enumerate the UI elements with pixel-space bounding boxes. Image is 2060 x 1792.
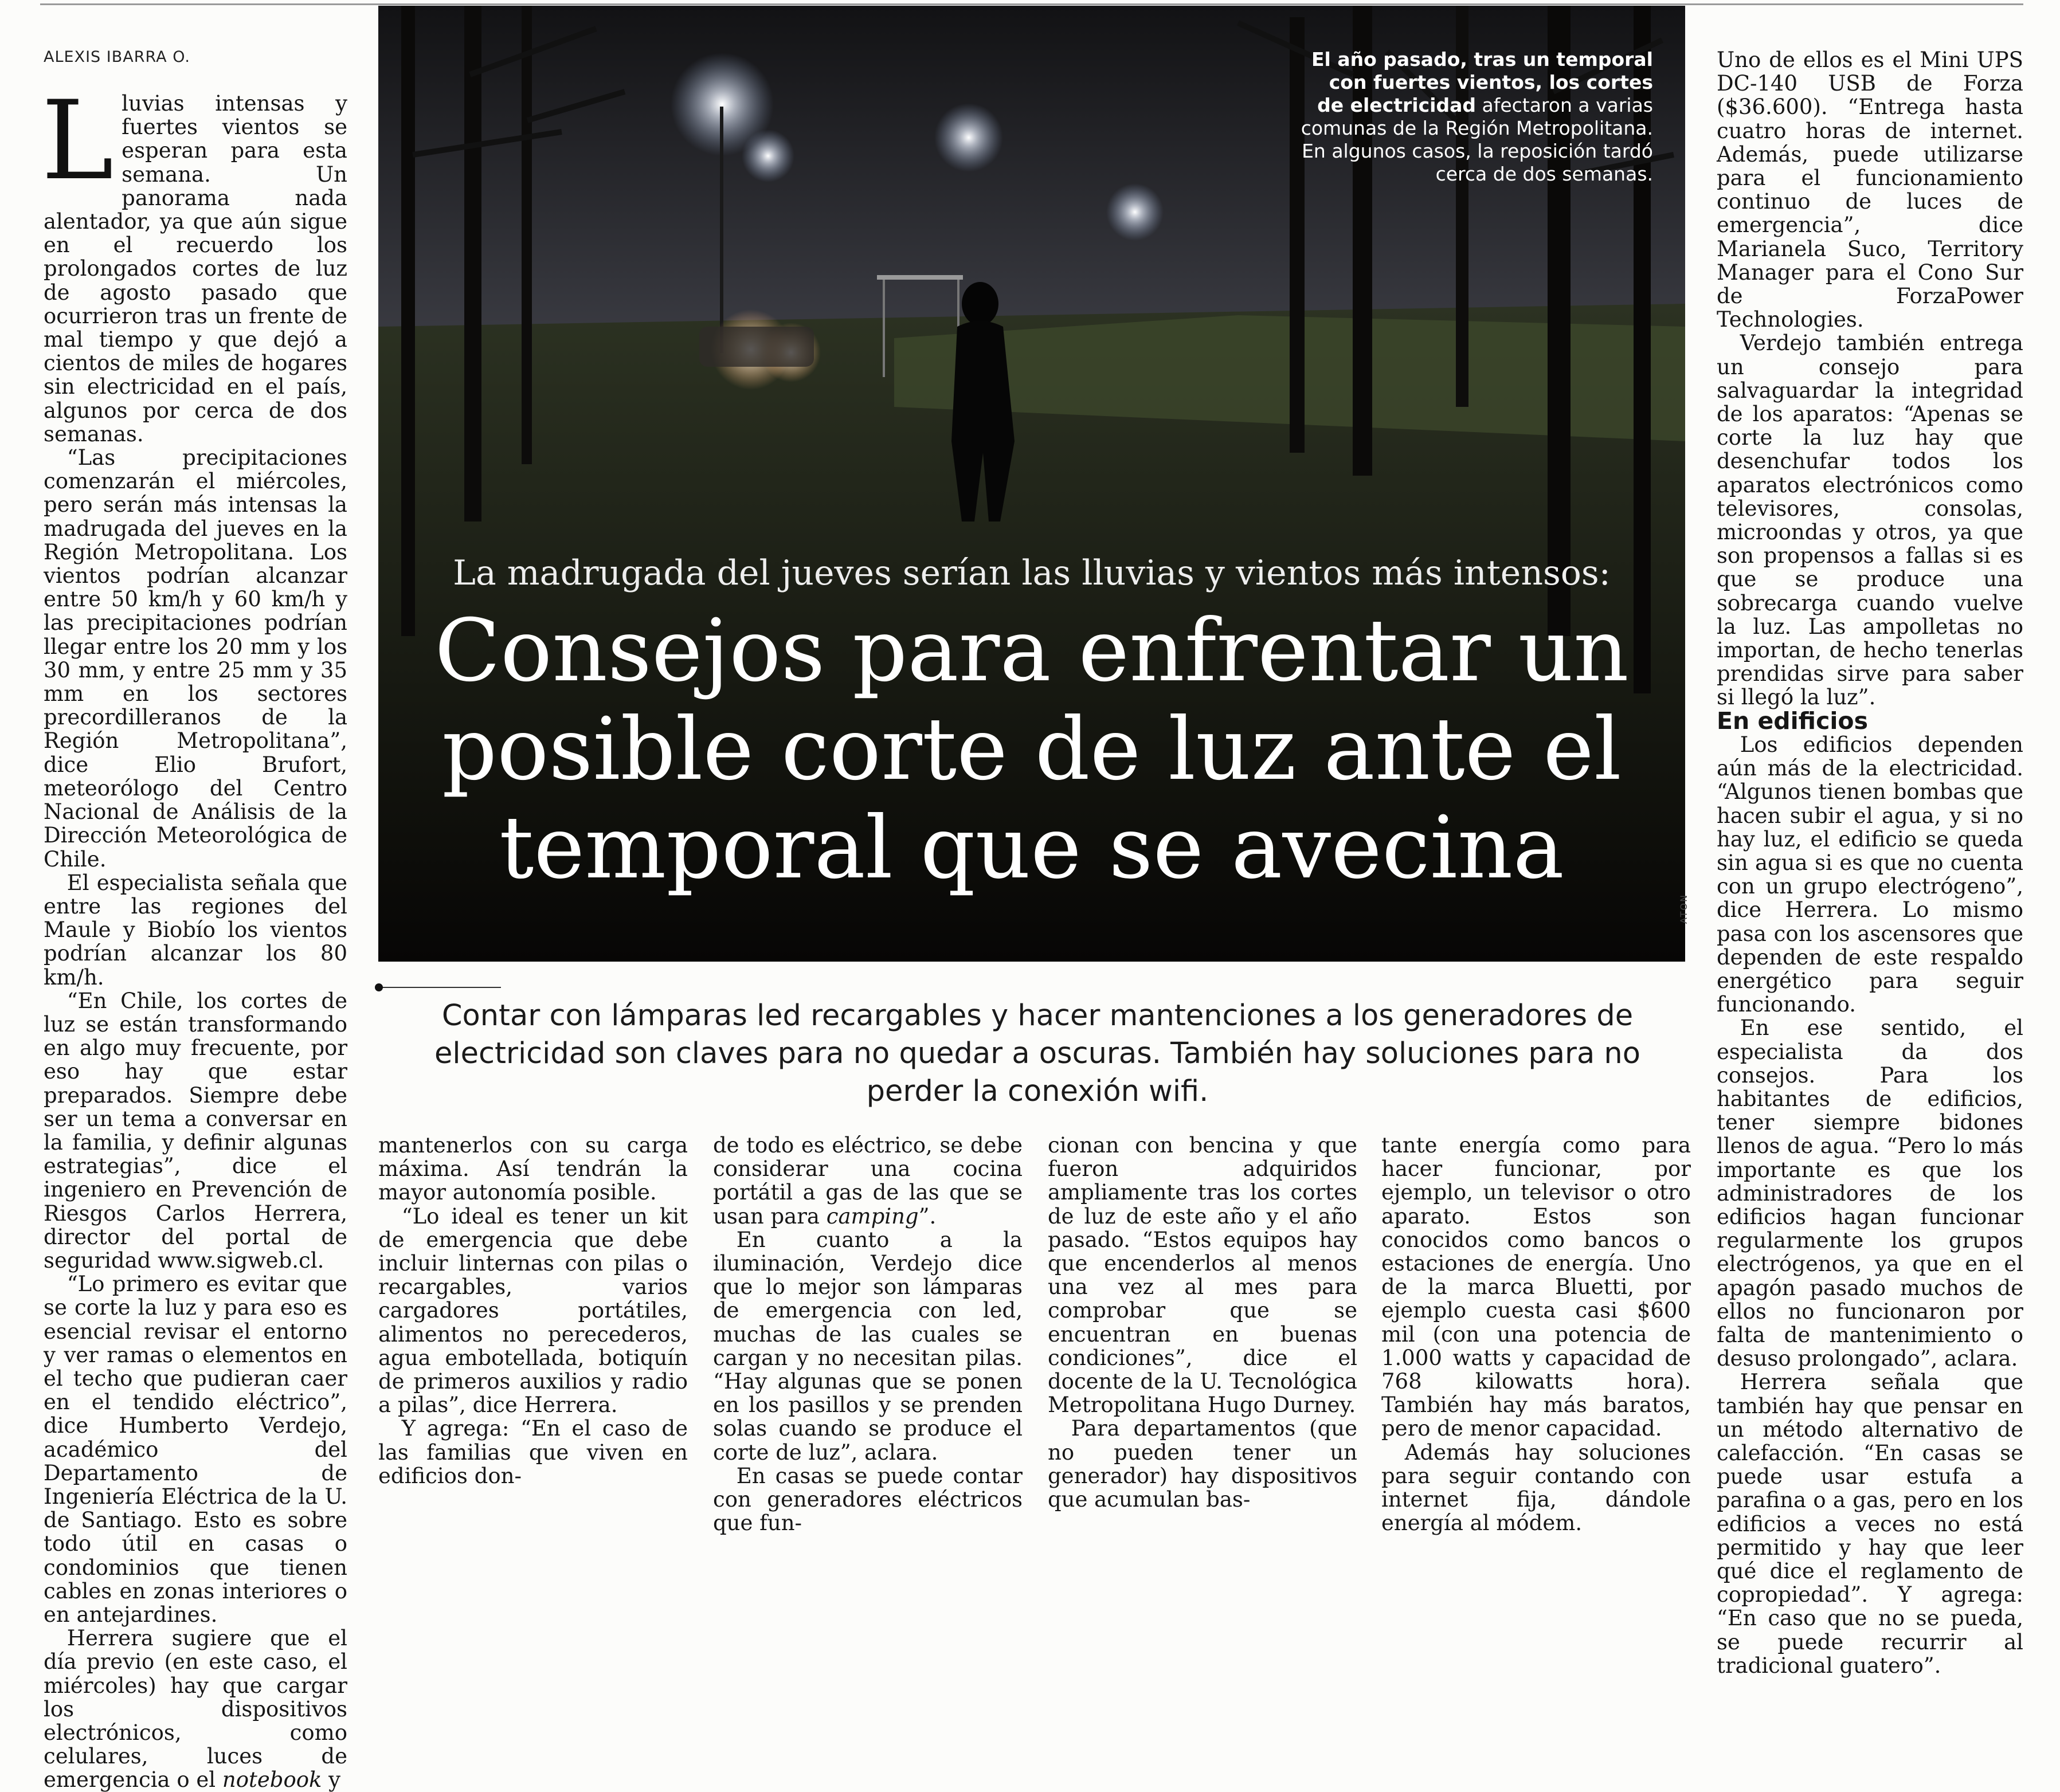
article-column-3 <box>713 1134 1023 1535</box>
article-paragraph: Uno de ellos es el Mini UPS DC-140 USB de Forza ($36.600). “Entrega hasta cuatro horas de internet. Además, puede utilizarse para el funcionamiento continuo de luces de emergencia”, dice Marianela Suco, Territory Manager para el Cono Sur de ForzaPower Technologies. <box>1717 48 2023 332</box>
article-paragraph: En casas se puede contar con generadores eléctricos que fun- <box>713 1463 1023 1536</box>
article-paragraph: Los edificios dependen aún más de la electricidad. “Algunos tienen bombas que hacen subir el agua, y si no hay luz, el edificio se queda sin agua si es que no cuenta con un grupo electrógeno”, dice Herrera. Lo mismo pasa con los ascensores que dependen de este respaldo energético para seguir funcionando. <box>1717 732 2023 1017</box>
article-paragraph: Herrera señala que también hay que pensar en un método alternativo de calefacción. “En casas se puede usar estufa a parafina o a gas, pero en los edificios a veces no está permitido y hay que leer qué dice el reglamento de copropiedad”. Y agrega: “En caso que no se pueda, se puede recurrir al tradicional guatero”. <box>1717 1370 2023 1678</box>
article-paragraph: “Lo primero es evitar que se corte la luz y para eso es esencial revisar el entorno y ver ramas o elementos en el techo que pudieran caer en el tendido eléctrico”, dice Humberto Verdejo, académico del Departamento de Ingeniería Eléctrica de la U. de Santiago. Esto es sobre todo útil en casas o condominios que tienen cables en zonas interiores o en antejardines. <box>44 1272 347 1627</box>
article-column-1 <box>41 77 347 1792</box>
article-paragraph: “Lo ideal es tener un kit de emergencia que debe incluir linternas con pilas o recargables, varios cargadores portátiles, alimentos no perecederos, agua embotellada, botiquín de primeros auxilios y radio a pilas”, dice Herrera. <box>378 1203 688 1418</box>
article-paragraph: tante energía como para hacer funcionar, por ejemplo, un televisor o otro aparato. Estos son conocidos como bancos o estaciones de energía. Uno de la marca Bluetti, por ejemplo cuesta casi $600 mil (con una potencia de 1.000 watts y capacidad de 768 kilowatts hora). También hay más baratos, pero de menor capacidad. <box>1381 1133 1691 1441</box>
deck-rule <box>378 987 501 988</box>
article-paragraph: Además hay soluciones para seguir contando con internet fija, dándole energía al módem. <box>1381 1440 1691 1536</box>
article-paragraph: mantenerlos con su carga máxima. Así tendrán la mayor autonomía posible. <box>378 1133 688 1205</box>
photo-credit: ATON <box>1678 893 1689 924</box>
article-paragraph: Herrera sugiere que el día previo (en este caso, el miércoles) hay que cargar los dispositivos electrónicos, como celulares, luces de emergencia o el notebook y <box>44 1626 347 1792</box>
article-paragraph: En ese sentido, el especialista da dos consejos. Para los habitantes de edificios, tener siempre bidones llenos de agua. “Pero lo más importante es que los administradores de los edificios hagan funcionar regularmente los grupos electrógenos, ya que en el apagón pasado muchos de ellos no funcionaron por falta de mantenimiento o desuso prolongado”, aclara. <box>1717 1015 2023 1371</box>
article-paragraph: cionan con bencina y que fueron adquiridos ampliamente tras los cortes de luz de este año y el año pasado. “Estos equipos hay que encenderlos al menos una vez al mes para comprobar que se encuentran en buenas condiciones”, dice el docente de la U. Tecnológica Metropolitana Hugo Durney. <box>1048 1133 1357 1418</box>
top-rule <box>40 3 2023 5</box>
deck: Contar con lámparas led recargables y hacer mantenciones a los generadores de electricidad son claves para no quedar a oscuras. También hay soluciones para no perder la conexión wifi. <box>434 999 1640 1108</box>
article-paragraph: El especialista señala que entre las regiones del Maule y Biobío los vientos podrían alcanzar los 80 km/h. <box>44 870 347 990</box>
drop-cap: L <box>41 77 114 204</box>
article-paragraph: Lluvias intensas y fuertes vientos se esperan para esta semana. Un panorama nada alentador, ya que aún sigue en el recuerdo los prolongados cortes de luz de agosto pasado que ocurrieron tras un frente de mal tiempo y que dejó a cientos de miles de hogares sin electricidad en el país, algunos por cerca de dos semanas. <box>41 77 347 446</box>
headline: Consejos para enfrentar un posible corte de luz ante el temporal que se avecina <box>434 601 1629 898</box>
article-column-5 <box>1381 1134 1691 1535</box>
article-paragraph: Y agrega: “En el caso de las familias que viven en edificios don- <box>378 1416 688 1488</box>
article-paragraph: “Las precipitaciones comenzarán el miércoles, pero serán más intensas la madrugada del jueves en la Región Metropolitana. Los vientos podrían alcanzar entre 50 km/h y 60 km/h y las precipitaciones podrían llegar entre los 20 mm y los 30 mm, y entre 25 mm y 35 mm en los sectores precordilleranos de la Región Metropolitana”, dice Elio Brufort, meteorólogo del Centro Nacional de Análisis de la Dirección Meteorológica de Chile. <box>44 445 347 872</box>
article-paragraph: de todo es eléctrico, se debe considerar una cocina portátil a gas de las que se usan para camping”. <box>713 1133 1023 1229</box>
byline: ALEXIS IBARRA O. <box>44 48 190 66</box>
article-paragraph: En cuanto a la iluminación, Verdejo dice que lo mejor son lámparas de emergencia con led, muchas de las cuales se cargan y no necesitan pilas. “Hay algunas que se ponen en los pasillos y se prenden solas cuando se produce el corte de luz”, aclara. <box>713 1227 1023 1465</box>
article-column-4 <box>1048 1134 1357 1511</box>
article-column-2 <box>378 1134 688 1488</box>
deck-bullet <box>375 983 383 991</box>
section-subhead: En edificios <box>1717 707 1868 735</box>
article-paragraph: Para departamentos (que no pueden tener un generador) hay dispositivos que acumulan bas- <box>1048 1416 1357 1512</box>
lead-photo <box>378 6 1685 962</box>
headline-kicker: La madrugada del jueves serían las lluvias y vientos más intensos: <box>453 553 1611 593</box>
article-paragraph: Verdejo también entrega un consejo para salvaguardar la integridad de los aparatos: “Apenas se corte la luz hay que desenchufar todos los aparatos electrónicos como televisores, consolas, microondas y otros, ya que son propensos a fallas si es que se produce una sobrecarga cuando vuelve la luz. Las ampolletas no importan, de hecho tenerlas prendidas sirve para saber si llegó la luz”. <box>1717 331 2023 710</box>
photo-caption: El año pasado, tras un temporal con fuertes vientos, los cortes de electricidad afectaron a varias comunas de la Región Metropolitana. En algunos casos, la reposición tardó cerca de dos semanas. <box>1301 48 1653 185</box>
article-paragraph: “En Chile, los cortes de luz se están transformando en algo muy frecuente, por eso hay que estar preparados. Siempre debe ser un tema a conversar en la familia, y definir algunas estrategias”, dice el ingeniero en Prevención de Riesgos Carlos Herrera, director del portal de seguridad www.sigweb.cl. <box>44 988 347 1273</box>
article-column-6 <box>1717 48 2023 1677</box>
